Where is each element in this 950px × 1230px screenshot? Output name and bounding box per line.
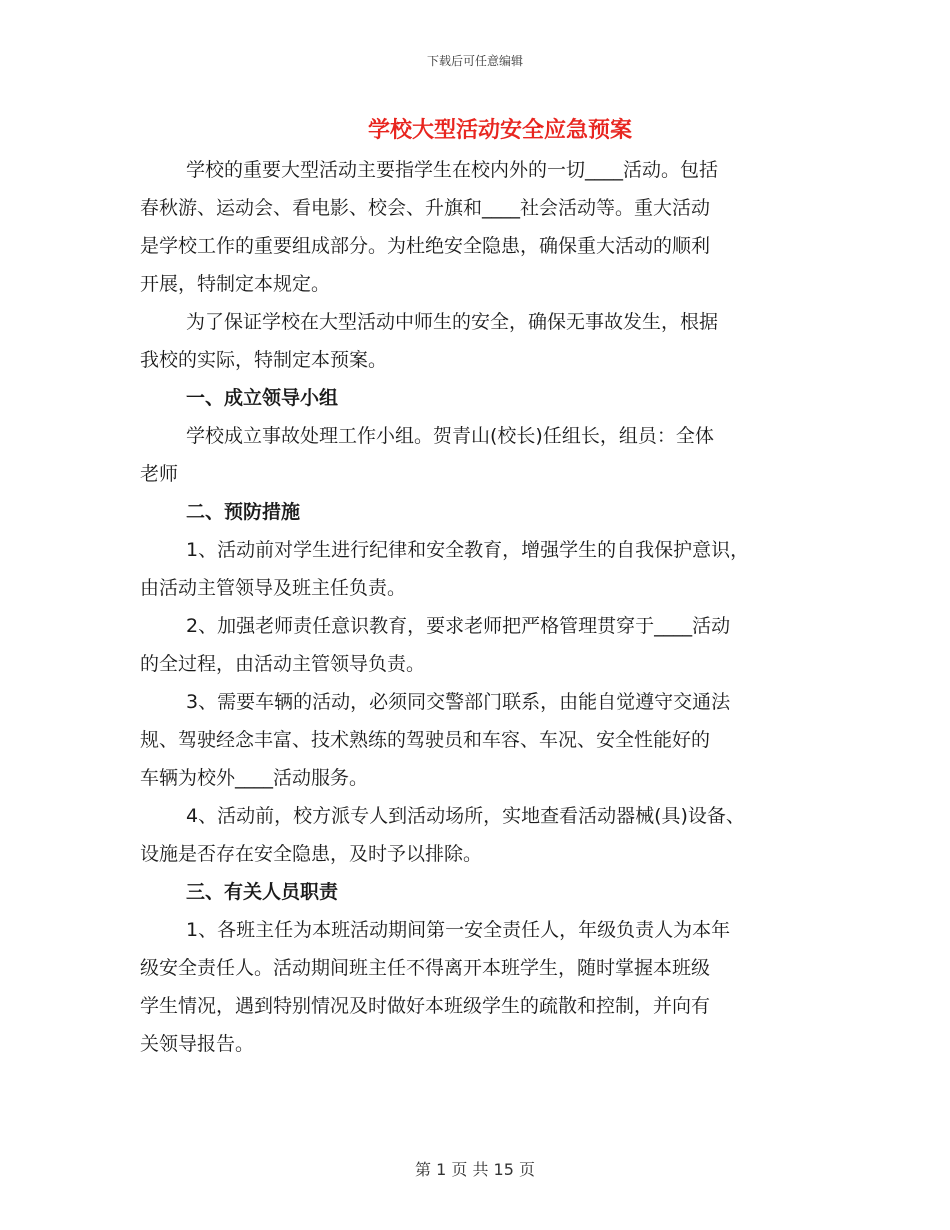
paragraph-line: 1、活动前对学生进行纪律和安全教育，增强学生的自我保护意识， <box>186 539 750 561</box>
paragraph-line: 我校的实际，特制定本预案。 <box>140 349 388 371</box>
paragraph-line: 2、加强老师责任意识教育，要求老师把严格管理贯穿于____活动 <box>186 615 731 637</box>
paragraph-line: 的全过程，由活动主管领导负责。 <box>140 653 426 675</box>
paragraph-line: 由活动主管领导及班主任负责。 <box>140 577 407 599</box>
paragraph-line: 学生情况，遇到特别情况及时做好本班级学生的疏散和控制，并向有 <box>140 995 711 1017</box>
paragraph-line: 春秋游、运动会、看电影、校会、升旗和____社会活动等。重大活动 <box>140 197 711 219</box>
paragraph-line: 1、各班主任为本班活动期间第一安全责任人，年级负责人为本年 <box>186 919 731 941</box>
page-header-note: 下载后可任意编辑 <box>426 54 523 68</box>
section-heading: 三、有关人员职责 <box>186 881 339 903</box>
paragraph-line: 为了保证学校在大型活动中师生的安全，确保无事故发生，根据 <box>186 311 719 333</box>
section-heading: 二、预防措施 <box>186 501 301 523</box>
paragraph-line: 老师 <box>140 463 179 485</box>
paragraph-line: 开展，特制定本规定。 <box>140 273 331 295</box>
paragraph-line: 车辆为校外____活动服务。 <box>140 767 369 789</box>
document-body <box>140 151 840 1063</box>
paragraph-line: 关领导报告。 <box>140 1033 255 1055</box>
paragraph-line: 4、活动前，校方派专人到活动场所，实地查看活动器械(具)设备、 <box>186 805 745 827</box>
page-footer-number: 第 1 页 共 15 页 <box>415 1160 535 1179</box>
paragraph-line: 学校成立事故处理工作小组。贺青山(校长)任组长，组员：全体 <box>186 425 714 447</box>
paragraph-line: 学校的重要大型活动主要指学生在校内外的一切____活动。包括 <box>186 159 719 181</box>
paragraph-line: 3、需要车辆的活动，必须同交警部门联系，由能自觉遵守交通法 <box>186 691 731 713</box>
section-heading: 一、成立领导小组 <box>186 387 339 409</box>
paragraph-line: 设施是否存在安全隐患，及时予以排除。 <box>140 843 483 865</box>
paragraph-line: 级安全责任人。活动期间班主任不得离开本班学生，随时掌握本班级 <box>140 957 711 979</box>
document-title: 学校大型活动安全应急预案 <box>367 118 632 143</box>
paragraph-line: 规、驾驶经念丰富、技术熟练的驾驶员和车容、车况、安全性能好的 <box>140 729 711 751</box>
paragraph-line: 是学校工作的重要组成部分。为杜绝安全隐患，确保重大活动的顺利 <box>140 235 711 257</box>
